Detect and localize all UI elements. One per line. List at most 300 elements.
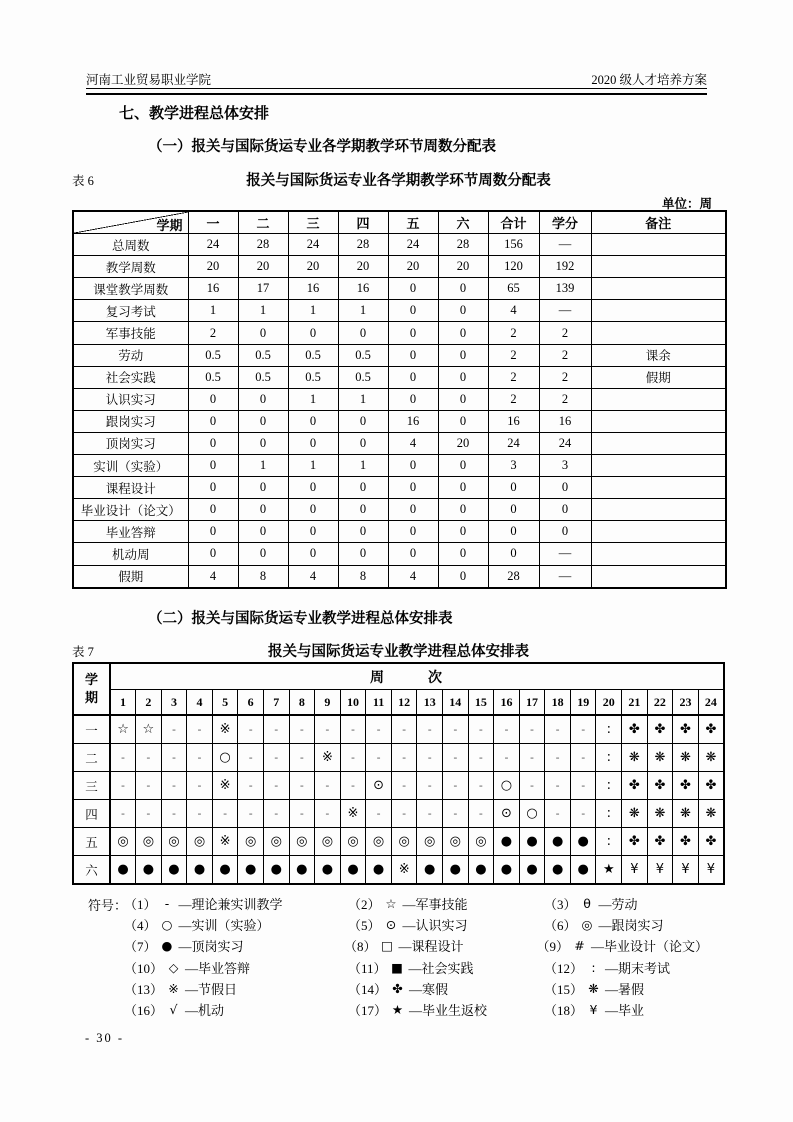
week-number: 6 [238, 690, 264, 716]
schedule-cell: : [596, 772, 622, 800]
week-number: 23 [673, 690, 699, 716]
schedule-cell: - [417, 800, 443, 828]
table6-cell: 0 [338, 499, 388, 521]
table6-cell: 0 [338, 477, 388, 499]
schedule-cell: ○ [519, 800, 545, 828]
table6-column-header: 二 [238, 211, 288, 234]
table6-cell: 4 [488, 300, 539, 322]
table6-row-label: 劳动 [73, 344, 188, 366]
table6-row [73, 234, 726, 256]
legend-item [344, 936, 536, 955]
table6-cell: 16 [539, 410, 591, 432]
table6-row [73, 388, 726, 410]
table6-cell: 0 [188, 432, 238, 454]
legend-item-symbol: ◇ [168, 959, 179, 975]
table6-cell: 17 [238, 278, 288, 300]
legend-item-symbol: # [574, 938, 585, 954]
table6-cell: 16 [488, 410, 539, 432]
schedule-cell: ❋ [622, 800, 648, 828]
week-number: 3 [161, 690, 187, 716]
table6-cell [591, 521, 726, 543]
schedule-cell: ❋ [647, 800, 673, 828]
table6-cell: 0 [488, 499, 539, 521]
schedule-cell: ✤ [647, 772, 673, 800]
subsection-2-title: （二）报关与国际货运专业教学进程总体安排表 [148, 611, 453, 627]
table6-cell: 0 [438, 410, 488, 432]
table6-cell: 0 [438, 388, 488, 410]
schedule-cell: - [289, 715, 315, 744]
table6-row-label: 教学周数 [73, 256, 188, 278]
schedule-cell: ◎ [110, 828, 136, 856]
schedule-cell: - [494, 715, 520, 744]
table6-cell: 20 [438, 432, 488, 454]
schedule-cell: - [340, 744, 366, 772]
table6-cell [591, 256, 726, 278]
table6-row [73, 499, 726, 521]
legend-item-symbol: ★ [391, 1002, 404, 1018]
table6-cell [591, 410, 726, 432]
legend-item-label: —理论兼实训教学 [178, 897, 283, 913]
table6-row [73, 322, 726, 344]
table6-cell: 120 [488, 256, 539, 278]
table6-row [73, 410, 726, 432]
table6-cell [591, 499, 726, 521]
schedule-cell: - [161, 800, 187, 828]
table6-cell [591, 278, 726, 300]
schedule-cell: - [417, 744, 443, 772]
legend-item-number: （13） [124, 981, 164, 997]
table6-cell: 0 [188, 499, 238, 521]
table6-cell: 20 [388, 256, 438, 278]
week-number: 17 [519, 690, 545, 716]
table6-cell [591, 300, 726, 322]
schedule-cell: - [366, 715, 392, 744]
table7-schedule [72, 662, 725, 885]
table6-cell: 0 [188, 388, 238, 410]
schedule-cell: : [596, 828, 622, 856]
schedule-cell: ※ [340, 800, 366, 828]
schedule-cell: ● [494, 828, 520, 856]
schedule-cell: ● [417, 856, 443, 885]
table6-cell: 2 [488, 366, 539, 388]
semester-label: 三 [73, 772, 110, 800]
schedule-cell: - [519, 744, 545, 772]
legend-lines [88, 893, 708, 1020]
schedule-cell: ● [570, 828, 596, 856]
table6-row-label: 课程设计 [73, 477, 188, 499]
table7-label: 表 7 [72, 645, 94, 659]
table6-cell: 0 [488, 477, 539, 499]
legend-item-label: —毕业答辩 [185, 960, 251, 976]
table7-caption [72, 640, 725, 661]
schedule-cell: - [136, 744, 162, 772]
legend-item-label: —社会实践 [408, 960, 474, 976]
week-number: 20 [596, 690, 622, 716]
week-number: 16 [494, 690, 520, 716]
table7-row [73, 744, 724, 772]
schedule-cell: - [545, 715, 571, 744]
week-number: 4 [187, 690, 213, 716]
schedule-cell: ※ [315, 744, 341, 772]
week-number: 22 [647, 690, 673, 716]
table7-title: 报关与国际货运专业教学进程总体安排表 [268, 644, 529, 660]
schedule-cell: ● [212, 856, 238, 885]
table6-cell [591, 388, 726, 410]
legend-item-label: —节假日 [185, 981, 238, 997]
legend-item-number: （17） [348, 1003, 388, 1019]
legend-item [348, 1000, 544, 1019]
table6-cell: 2 [188, 322, 238, 344]
schedule-cell: - [366, 744, 392, 772]
table6-cell [591, 543, 726, 565]
legend-item-symbol: : [591, 959, 596, 975]
table6-column-header: 合计 [488, 211, 539, 234]
table6-cell: 0 [188, 521, 238, 543]
table6-cell: 28 [238, 234, 288, 256]
schedule-cell: - [187, 772, 213, 800]
table7-row [73, 715, 724, 744]
table7-row [73, 800, 724, 828]
schedule-cell: ● [340, 856, 366, 885]
table6-cell: 8 [338, 565, 388, 588]
schedule-cell: ☆ [136, 715, 162, 744]
schedule-cell: ◎ [443, 828, 469, 856]
table6-row-label: 机动周 [73, 543, 188, 565]
legend-item-number: （4） [124, 918, 157, 934]
table6-cell: 0 [438, 499, 488, 521]
legend-prefix: 符号： [88, 898, 128, 913]
page-header [86, 70, 707, 88]
legend-item-symbol: θ [583, 896, 591, 912]
table7-row [73, 828, 724, 856]
table6-cell: 0 [438, 322, 488, 344]
table6-cell: 0.5 [238, 344, 288, 366]
legend-line [124, 999, 708, 1020]
table6-cell: 0 [539, 521, 591, 543]
table6-cell: 0 [488, 521, 539, 543]
schedule-cell: ● [519, 828, 545, 856]
table6-cell: 0.5 [288, 344, 338, 366]
table6-body [73, 234, 726, 588]
legend-item-number: （11） [348, 960, 387, 976]
schedule-cell: - [161, 715, 187, 744]
legend-item-symbol: ● [161, 938, 173, 954]
table6-cell: 0 [438, 477, 488, 499]
legend-item-symbol: ◎ [581, 917, 593, 933]
table6-column-header: 一 [188, 211, 238, 234]
table6-cell: 0 [388, 455, 438, 477]
table6-cell: 3 [488, 455, 539, 477]
semester-label: 二 [73, 744, 110, 772]
schedule-cell: - [391, 715, 417, 744]
schedule-cell: ✤ [647, 828, 673, 856]
schedule-cell: ✤ [673, 715, 699, 744]
table6-cell: 20 [238, 256, 288, 278]
legend-item-label: —机动 [185, 1003, 225, 1019]
table6-corner-label: 学期 [156, 218, 183, 233]
table6-title: 报关与国际货运专业各学期教学环节周数分配表 [246, 173, 551, 189]
table6-cell: 0 [338, 521, 388, 543]
schedule-cell: - [391, 772, 417, 800]
legend-item-symbol: ■ [391, 959, 403, 975]
table6-cell: 24 [188, 234, 238, 256]
table6-cell: 0 [388, 521, 438, 543]
table6-cell: 16 [288, 278, 338, 300]
table6-cell: 0 [288, 543, 338, 565]
schedule-cell: - [315, 772, 341, 800]
table6-cell: 0 [438, 455, 488, 477]
schedule-cell: ◎ [315, 828, 341, 856]
table6-cell: 28 [488, 565, 539, 588]
legend-item-symbol: - [164, 896, 170, 912]
schedule-cell: ● [545, 856, 571, 885]
table6-cell: 0 [438, 521, 488, 543]
table6-corner-cell [73, 211, 188, 234]
legend-item-number: （16） [124, 1003, 164, 1019]
legend-item-label: —劳动 [598, 897, 638, 913]
schedule-cell: ● [238, 856, 264, 885]
legend-item-number: （5） [348, 918, 381, 934]
schedule-cell: - [110, 800, 136, 828]
legend-item [124, 958, 348, 977]
page-number: - 30 - [85, 1031, 125, 1045]
table6-cell: 24 [488, 432, 539, 454]
legend-item-number: （8） [343, 939, 377, 955]
schedule-cell: ● [289, 856, 315, 885]
legend-item-label: —毕业设计（论文） [590, 939, 708, 955]
schedule-cell: - [494, 744, 520, 772]
legend-item-symbol: ¥ [589, 1002, 598, 1018]
schedule-cell: ● [187, 856, 213, 885]
schedule-cell: ◎ [263, 828, 289, 856]
schedule-cell: ● [468, 856, 494, 885]
table6-cell: 0 [438, 543, 488, 565]
week-number: 11 [366, 690, 392, 716]
table6-row-label: 军事技能 [73, 322, 188, 344]
schedule-cell: - [417, 715, 443, 744]
table6-cell: 0.5 [338, 344, 388, 366]
week-number: 19 [570, 690, 596, 716]
table6-cell: 0 [539, 499, 591, 521]
schedule-cell: - [468, 800, 494, 828]
schedule-cell: ✤ [698, 772, 724, 800]
table6-cell [591, 322, 726, 344]
legend-item-label: —实训（实验） [178, 918, 270, 934]
legend-item-number: （7） [124, 939, 157, 955]
weeks-row [73, 690, 724, 716]
schedule-cell: ◎ [289, 828, 315, 856]
table6-column-header: 四 [338, 211, 388, 234]
schedule-cell: - [468, 715, 494, 744]
legend-item [348, 894, 544, 913]
legend-item [124, 979, 348, 998]
legend-item-number: （18） [544, 1003, 584, 1019]
schedule-cell: - [110, 744, 136, 772]
legend-item-label: —认识实习 [402, 918, 468, 934]
table6-cell: 1 [288, 300, 338, 322]
week-number: 15 [468, 690, 494, 716]
table6-cell: 1 [238, 300, 288, 322]
legend-item-number: （10） [124, 960, 164, 976]
week-number: 21 [622, 690, 648, 716]
table6-row-label: 实训（实验） [73, 455, 188, 477]
week-number: 1 [110, 690, 136, 716]
table6-week-allocation [72, 210, 727, 589]
table6-cell: 0 [338, 322, 388, 344]
table6-cell: 0 [188, 477, 238, 499]
schedule-cell: : [596, 744, 622, 772]
schedule-cell: ◎ [391, 828, 417, 856]
legend-line [124, 957, 708, 978]
schedule-cell: ● [315, 856, 341, 885]
table6-cell: 8 [238, 565, 288, 588]
schedule-cell: ◎ [187, 828, 213, 856]
schedule-cell: ☆ [110, 715, 136, 744]
legend-item [124, 894, 348, 913]
table7-header-row-1 [73, 663, 724, 690]
legend-item-label: —毕业 [605, 1003, 645, 1019]
schedule-cell: - [238, 744, 264, 772]
semester-label: 五 [73, 828, 110, 856]
schedule-cell: - [238, 800, 264, 828]
table6-cell [591, 234, 726, 256]
table6-cell: 1 [338, 388, 388, 410]
week-number: 24 [698, 690, 724, 716]
table6-cell: 1 [338, 300, 388, 322]
legend-item [544, 894, 638, 913]
table6-cell: 16 [338, 278, 388, 300]
schedule-cell: - [443, 800, 469, 828]
table6-row [73, 256, 726, 278]
schedule-cell: - [212, 800, 238, 828]
table6-cell: 0 [288, 477, 338, 499]
table6-cell: 2 [539, 322, 591, 344]
table6-row [73, 565, 726, 588]
schedule-cell: - [187, 715, 213, 744]
table6-cell: 0 [238, 477, 288, 499]
legend-item [544, 915, 664, 934]
schedule-cell: ⊙ [494, 800, 520, 828]
legend-item [124, 1000, 348, 1019]
table6-cell: 0 [188, 455, 238, 477]
schedule-cell: ❋ [673, 800, 699, 828]
week-number: 14 [443, 690, 469, 716]
schedule-cell: - [391, 800, 417, 828]
table6-row [73, 543, 726, 565]
table6-caption [72, 169, 725, 190]
schedule-cell: ✤ [622, 715, 648, 744]
schedule-cell: : [596, 800, 622, 828]
table6-cell: 4 [188, 565, 238, 588]
schedule-cell: - [289, 744, 315, 772]
schedule-cell: - [570, 744, 596, 772]
table6-cell: 24 [539, 432, 591, 454]
table6-cell: — [539, 543, 591, 565]
legend-item [348, 915, 544, 934]
legend-item-label: —寒假 [409, 981, 449, 997]
schedule-cell: - [570, 715, 596, 744]
schedule-cell: ✤ [698, 828, 724, 856]
table7-week-header: 周次 [110, 663, 724, 690]
schedule-cell: - [263, 744, 289, 772]
week-number: 9 [315, 690, 341, 716]
schedule-cell: - [263, 772, 289, 800]
semester-label: 四 [73, 800, 110, 828]
table6-row-label: 跟岗实习 [73, 410, 188, 432]
schedule-cell: ● [136, 856, 162, 885]
table6-cell: 4 [388, 565, 438, 588]
schedule-cell: - [340, 715, 366, 744]
table6-cell: 0 [438, 278, 488, 300]
legend-item-number: （3） [544, 897, 577, 913]
table6-column-header: 六 [438, 211, 488, 234]
legend-item [348, 979, 544, 998]
table6-cell: 1 [288, 388, 338, 410]
schedule-cell: ✤ [698, 715, 724, 744]
table6-cell: 1 [288, 455, 338, 477]
schedule-cell: - [366, 800, 392, 828]
schedule-cell: - [340, 772, 366, 800]
table6-cell: 0 [188, 543, 238, 565]
table7-row-header-label: 学期 [84, 672, 98, 705]
table6-cell: — [539, 300, 591, 322]
table6-cell: 1 [238, 455, 288, 477]
table6-cell: 0 [288, 499, 338, 521]
table6-cell: 0.5 [188, 344, 238, 366]
table6-cell [591, 477, 726, 499]
schedule-cell: - [238, 715, 264, 744]
table6-cell: 0 [338, 410, 388, 432]
schedule-cell: - [136, 800, 162, 828]
schedule-cell: ● [570, 856, 596, 885]
table6-cell: 2 [488, 388, 539, 410]
week-number: 18 [545, 690, 571, 716]
schedule-cell: - [545, 772, 571, 800]
legend-item-number: （15） [544, 981, 584, 997]
schedule-cell: ※ [212, 828, 238, 856]
table6-row-label: 总周数 [73, 234, 188, 256]
schedule-cell: ❋ [698, 800, 724, 828]
table6-cell: 0.5 [288, 366, 338, 388]
schedule-cell: ⊙ [366, 772, 392, 800]
table6-cell [591, 455, 726, 477]
schedule-cell: ✤ [622, 828, 648, 856]
table6-row [73, 432, 726, 454]
table6-column-header: 三 [288, 211, 338, 234]
table6-cell: 4 [388, 432, 438, 454]
table6-cell [591, 565, 726, 588]
schedule-cell: - [187, 800, 213, 828]
table6-cell: 0 [238, 543, 288, 565]
schedule-cell: - [391, 744, 417, 772]
legend-item-symbol: ⊙ [385, 917, 397, 933]
schedule-cell: ❋ [698, 744, 724, 772]
table6-row [73, 521, 726, 543]
table6-cell: 0 [539, 477, 591, 499]
table6-cell: 3 [539, 455, 591, 477]
schedule-cell: ◎ [238, 828, 264, 856]
schedule-cell: ● [443, 856, 469, 885]
table6-row-label: 假期 [73, 565, 188, 588]
schedule-cell: ¥ [622, 856, 648, 885]
table6-cell: 28 [338, 234, 388, 256]
table6-cell: 0 [288, 322, 338, 344]
legend-item-symbol: √ [169, 1002, 178, 1018]
schedule-cell: - [545, 744, 571, 772]
table6-cell: 20 [288, 256, 338, 278]
table6-column-header: 五 [388, 211, 438, 234]
table6-cell: 65 [488, 278, 539, 300]
